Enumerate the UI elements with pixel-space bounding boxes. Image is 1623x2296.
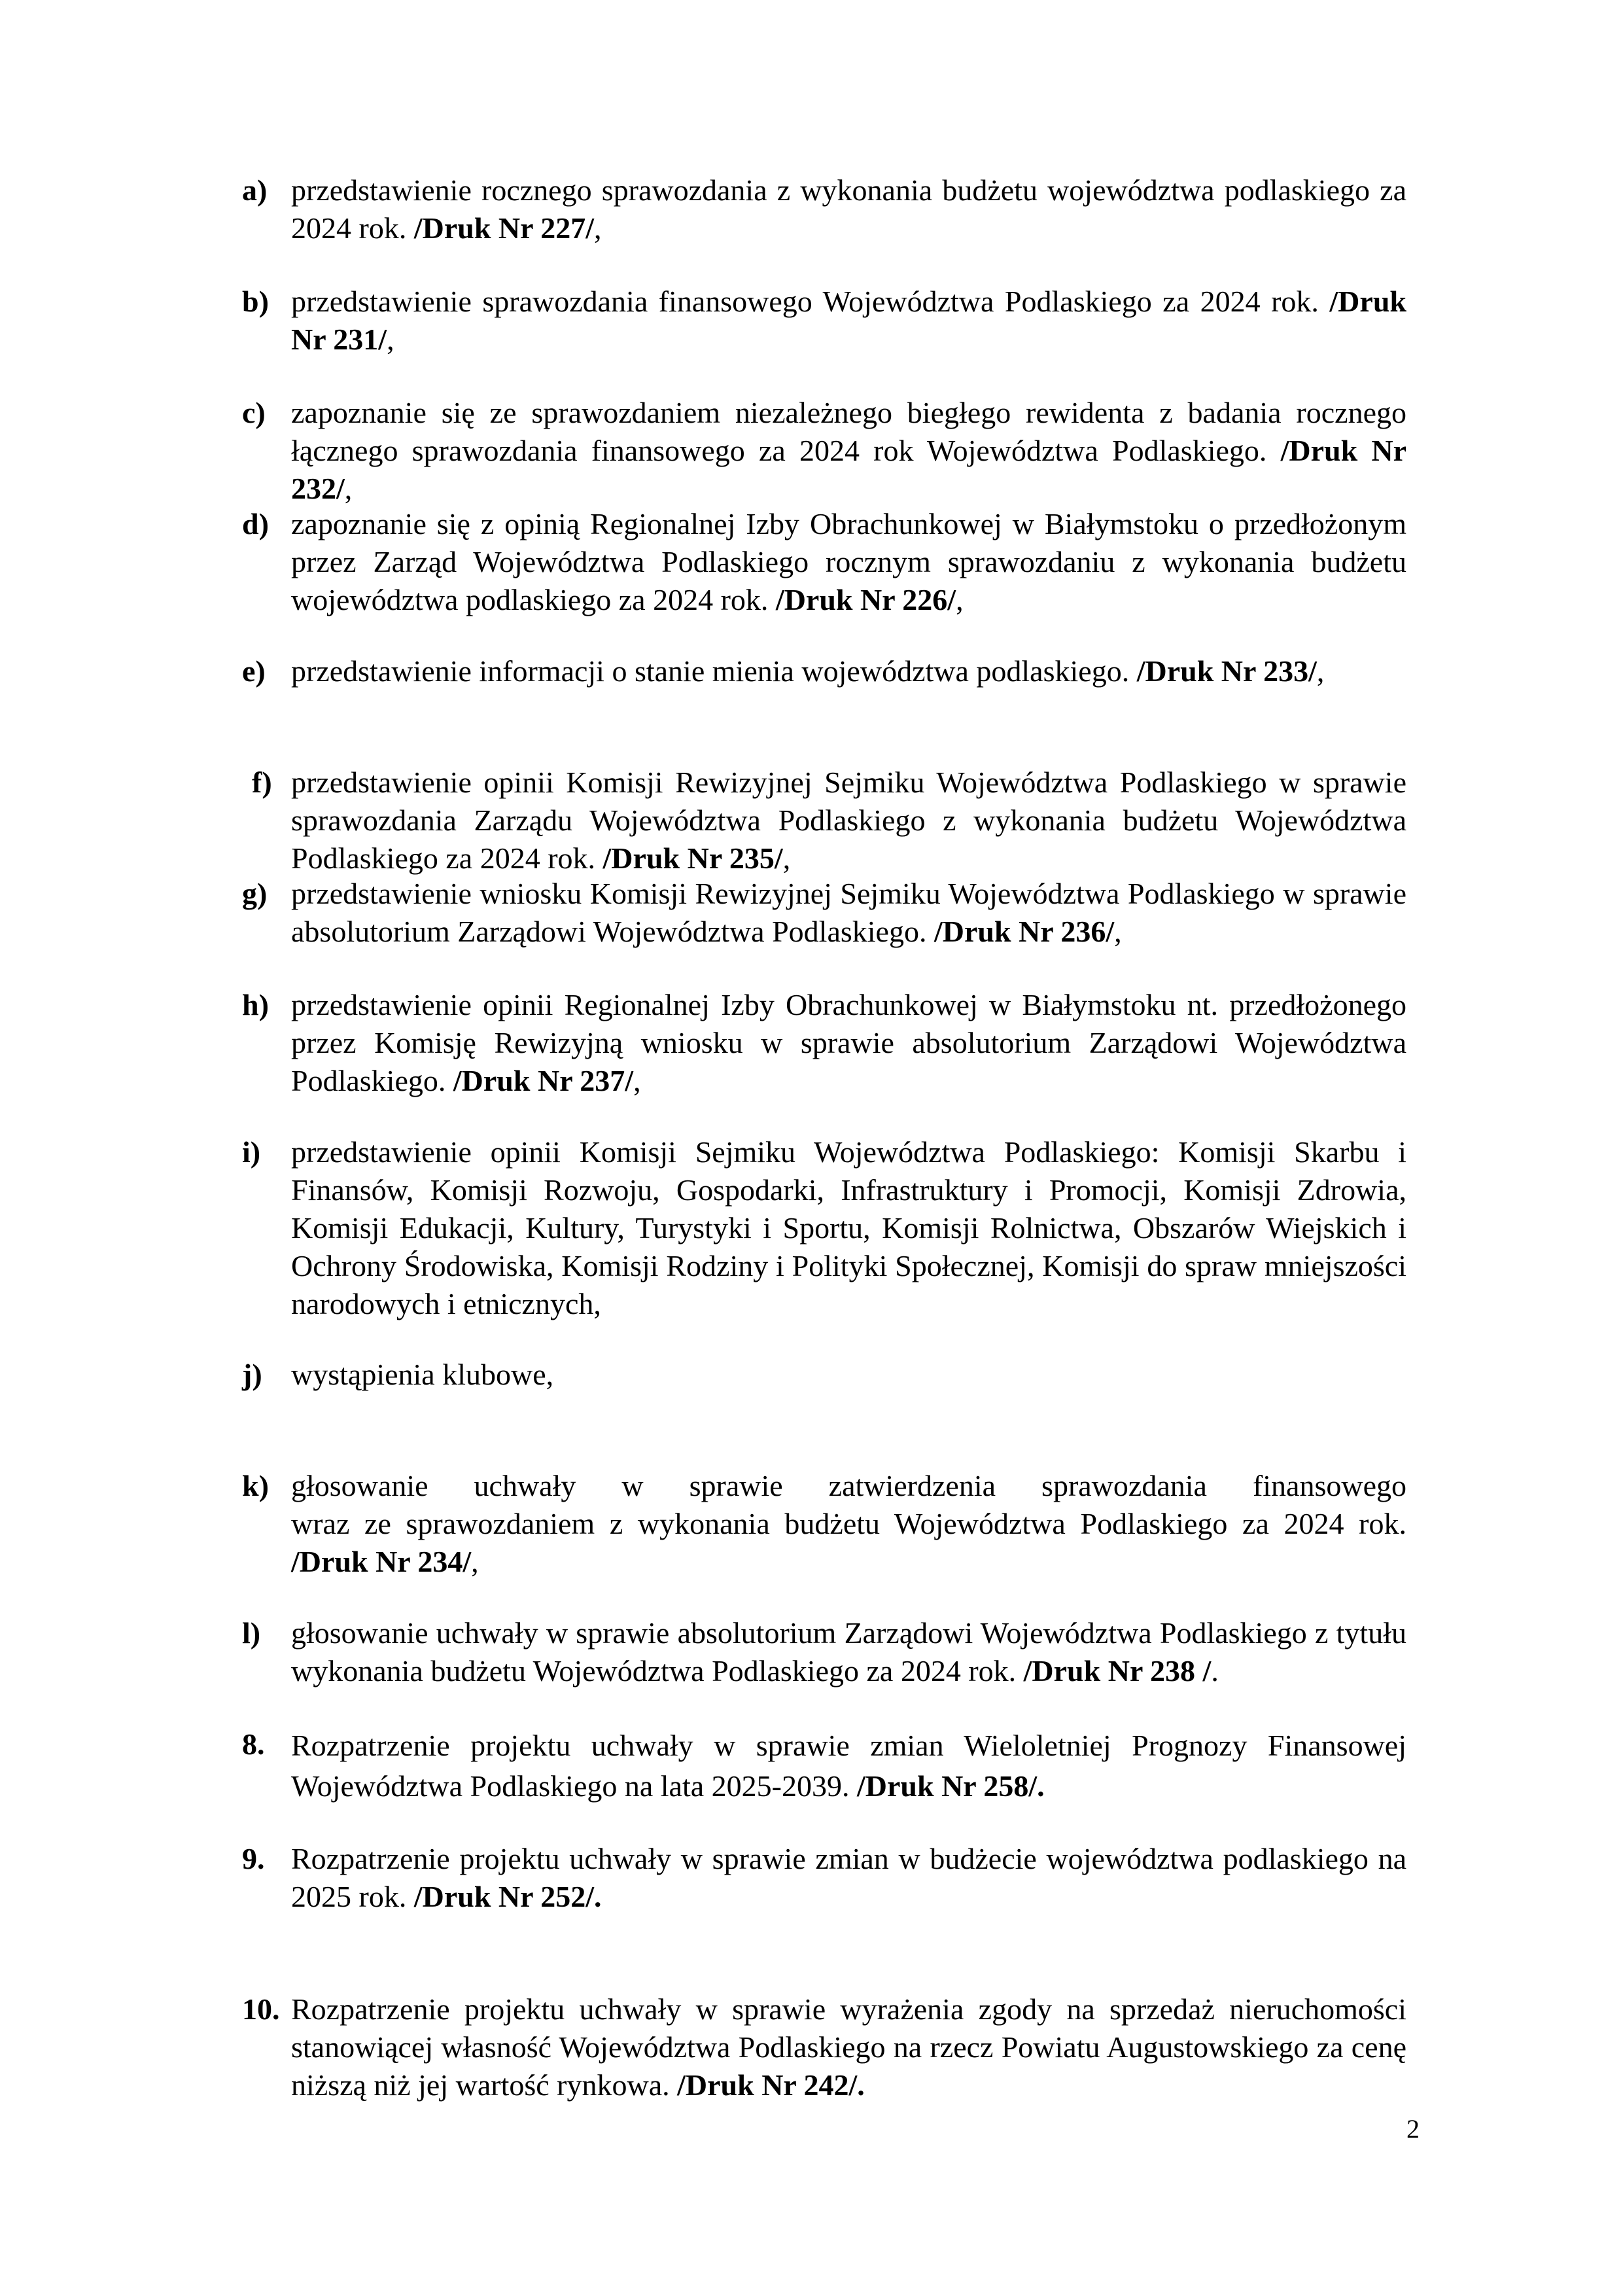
druk-reference: /Druk Nr 232/ <box>291 434 1406 505</box>
item-body: przedstawienie rocznego sprawozdania z wykonania budżetu województwa podlaskiego za 2024 rok. <box>291 173 1406 245</box>
item-text <box>291 764 1406 877</box>
item-tail: , <box>1114 915 1122 948</box>
item-text <box>291 652 1406 690</box>
agenda-item-g <box>242 875 1406 951</box>
item-marker: d) <box>242 507 269 540</box>
druk-reference: /Druk Nr 227/ <box>413 211 594 245</box>
item-body-first-line: głosowanie uchwały w sprawie zatwierdzenia sprawozdania finansowego <box>291 1469 1406 1502</box>
druk-reference: /Druk Nr 234/ <box>291 1545 472 1578</box>
agenda-item-e <box>242 652 1406 690</box>
agenda-item-f <box>242 764 1406 877</box>
agenda-item-10 <box>242 1990 1406 2104</box>
agenda-item-c <box>242 394 1406 508</box>
druk-reference: /Druk Nr 235/ <box>602 841 783 875</box>
item-tail: , <box>956 583 964 616</box>
druk-reference: /Druk Nr 237/ <box>453 1064 634 1097</box>
item-tail: , <box>594 211 602 245</box>
agenda-item-d <box>242 505 1406 619</box>
agenda-item-b <box>242 283 1406 359</box>
item-body: wraz ze sprawozdaniem z wykonania budżetu Województwa Podlaskiego za 2024 rok. <box>291 1507 1406 1540</box>
item-marker: g) <box>242 877 268 910</box>
item-text <box>291 1467 1406 1581</box>
item-text <box>291 283 1406 359</box>
item-tail: , <box>782 841 791 875</box>
item-body: przedstawienie sprawozdania finansowego Województwa Podlaskiego za 2024 rok. <box>291 285 1330 318</box>
druk-reference: /Druk Nr 258/. <box>857 1769 1045 1803</box>
druk-reference: /Druk Nr 238 / <box>1023 1654 1212 1687</box>
druk-reference: /Druk Nr 231/ <box>291 285 1406 356</box>
item-tail: , <box>344 472 353 505</box>
agenda-item-i <box>242 1133 1406 1323</box>
item-text <box>291 1356 1406 1394</box>
item-text <box>291 394 1406 508</box>
item-body: zapoznanie się ze sprawozdaniem niezależnego biegłego rewidenta z badania rocznego łącznego sprawozdania finansowego za 2024 rok Województwa Podlaskiego. <box>291 396 1406 467</box>
item-tail: . <box>1211 1654 1219 1687</box>
agenda-item-h <box>242 986 1406 1100</box>
item-marker: i) <box>242 1135 261 1169</box>
item-body: głosowanie uchwały w sprawie absolutorium Zarządowi Województwa Podlaskiego z tytułu wykonania budżetu Województwa Podlaskiego za 2024 rok. <box>291 1616 1406 1687</box>
item-text <box>291 986 1406 1100</box>
item-text <box>291 1840 1406 1916</box>
item-text <box>291 505 1406 619</box>
item-body: przedstawienie wniosku Komisji Rewizyjnej Sejmiku Województwa Podlaskiego w sprawie absolutorium Zarządowi Województwa Podlaskiego. <box>291 877 1406 948</box>
page-number: 2 <box>1406 2114 1420 2144</box>
agenda-item-j <box>242 1356 1406 1394</box>
item-body: przedstawienie opinii Komisji Rewizyjnej Sejmiku Województwa Podlaskiego w sprawie sprawozdania Zarządu Województwa Podlaskiego z wykonania budżetu Województwa Podlaskiego za 2024 rok. <box>291 766 1406 875</box>
item-marker: k) <box>242 1469 269 1502</box>
druk-reference: /Druk Nr 226/ <box>775 583 956 616</box>
agenda-item-a <box>242 171 1406 247</box>
item-text <box>291 1614 1406 1690</box>
item-body: Rozpatrzenie projektu uchwały w sprawie wyrażenia zgody na sprzedaż nieruchomości stanowiącej własność Województwa Podlaskiego na rzecz Powiatu Augustowskiego za cenę niższą niż jej wartość rynkowa. <box>291 1992 1406 2102</box>
item-marker: a) <box>242 173 268 207</box>
item-marker: j) <box>242 1358 262 1391</box>
item-marker: l) <box>242 1616 261 1650</box>
item-marker: 9. <box>242 1842 265 1875</box>
druk-reference: /Druk Nr 252/. <box>413 1880 602 1913</box>
item-marker: 8. <box>242 1727 265 1761</box>
item-tail: , <box>387 323 394 356</box>
item-tail: , <box>471 1545 479 1578</box>
item-body: przedstawienie opinii Regionalnej Izby Obrachunkowej w Białymstoku nt. przedłożonego przez Komisję Rewizyjną wniosku w sprawie absolutorium Zarządowi Województwa Podlaskiego. <box>291 988 1406 1097</box>
item-marker: c) <box>242 396 266 429</box>
item-marker: b) <box>242 285 269 318</box>
agenda-item-l <box>242 1614 1406 1690</box>
item-body: Rozpatrzenie projektu uchwały w sprawie zmian w budżecie województwa podlaskiego na 2025 rok. <box>291 1842 1406 1913</box>
agenda-item-k <box>242 1467 1406 1581</box>
item-marker: h) <box>242 988 269 1021</box>
agenda-item-9 <box>242 1840 1406 1916</box>
item-body: przedstawienie opinii Komisji Sejmiku Województwa Podlaskiego: Komisji Skarbu i Finansów, Komisji Rozwoju, Gospodarki, Infrastruktury i Promocji, Komisji Zdrowia, Komisji Edukacji, Kultury, Turystyki i Sportu, Komisji Rolnictwa, Obszarów Wiejskich i Ochrony Środowiska, Komisji Rodziny i Polityki Społecznej, Komisji do spraw mniejszości narodowych i etnicznych, <box>291 1135 1406 1320</box>
item-text <box>291 1725 1406 1807</box>
item-text <box>291 1133 1406 1323</box>
agenda-item-8 <box>242 1725 1406 1807</box>
item-marker: 10. <box>242 1992 280 2026</box>
druk-reference: /Druk Nr 242/. <box>677 2068 865 2102</box>
druk-reference: /Druk Nr 233/ <box>1136 654 1317 688</box>
item-text <box>291 875 1406 951</box>
item-text <box>291 1990 1406 2104</box>
item-body: przedstawienie informacji o stanie mienia województwa podlaskiego. <box>291 654 1137 688</box>
item-body: Rozpatrzenie projektu uchwały w sprawie zmian Wieloletniej Prognozy Finansowej Województwa Podlaskiego na lata 2025-2039. <box>291 1729 1406 1803</box>
druk-reference: /Druk Nr 236/ <box>934 915 1115 948</box>
item-body: wystąpienia klubowe, <box>291 1358 554 1391</box>
item-marker: e) <box>242 654 266 688</box>
item-marker: f) <box>252 766 272 799</box>
item-tail: , <box>1316 654 1325 688</box>
item-text <box>291 171 1406 247</box>
item-body: zapoznanie się z opinią Regionalnej Izby Obrachunkowej w Białymstoku o przedłożonym przez Zarząd Województwa Podlaskiego rocznym sprawozdaniu z wykonania budżetu województwa podlaskiego za 2024 rok. <box>291 507 1406 616</box>
item-tail: , <box>633 1064 641 1097</box>
